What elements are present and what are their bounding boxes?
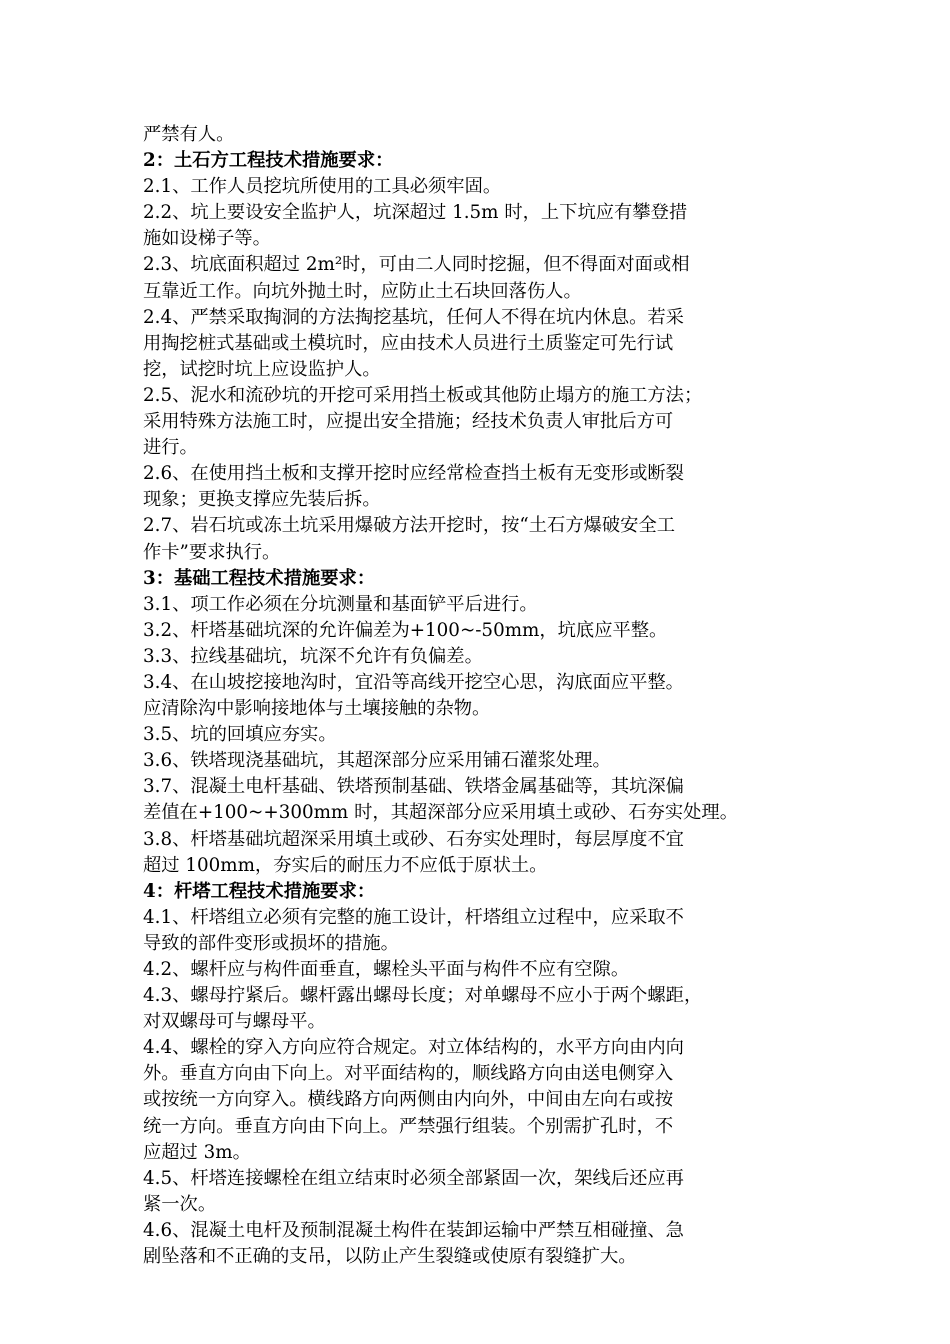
text-line: 外。垂直方向由下向上。对平面结构的，顺线路方向由送电侧穿入 <box>143 1063 674 1085</box>
text-line: 紧一次。 <box>143 1193 217 1215</box>
text-line: 进行。 <box>143 437 198 459</box>
text-line: 2.6、在使用挡土板和支撑开挖时应经常检查挡土板有无变形或断裂 <box>143 463 684 485</box>
section-heading: 3：基础工程技术措施要求： <box>143 567 376 589</box>
document-body <box>143 122 823 1270</box>
text-line: 对双螺母可与螺母平。 <box>143 1011 326 1033</box>
section-heading: 4：杆塔工程技术措施要求： <box>143 880 376 902</box>
text-line: 应清除沟中影响接地体与土壤接触的杂物。 <box>143 698 491 720</box>
text-line: 或按统一方向穿入。横线路方向两侧由内向外，中间由左向右或按 <box>143 1089 674 1111</box>
text-line: 超过 100mm，夯实后的耐压力不应低于原状土。 <box>143 854 548 876</box>
text-line: 差值在+100~+300mm 时，其超深部分应采用填土或砂、石夯实处理。 <box>143 802 738 824</box>
text-line: 3.5、坑的回填应夯实。 <box>143 724 337 746</box>
text-line: 严禁有人。 <box>143 124 235 145</box>
text-line: 导致的部件变形或损坏的措施。 <box>143 932 399 954</box>
text-line: 4.5、杆塔连接螺栓在组立结束时必须全部紧固一次，架线后还应再 <box>143 1167 684 1189</box>
text-line: 3.8、杆塔基础坑超深采用填土或砂、石夯实处理时，每层厚度不宜 <box>143 828 684 850</box>
text-line: 4.1、杆塔组立必须有完整的施工设计，杆塔组立过程中，应采取不 <box>143 906 684 928</box>
text-line: 2.7、岩石坑或冻土坑采用爆破方法开挖时，按“土石方爆破安全工 <box>143 515 676 537</box>
text-line: 施如设梯子等。 <box>143 228 271 250</box>
text-line: 作卡”要求执行。 <box>143 541 281 563</box>
text-line: 采用特殊方法施工时，应提出安全措施；经技术负责人审批后方可 <box>143 411 674 433</box>
text-line: 互靠近工作。向坑外抛土时，应防止土石块回落伤人。 <box>143 280 582 302</box>
text-line: 2.4、严禁采取掏洞的方法掏挖基坑，任何人不得在坑内休息。若采 <box>143 306 684 328</box>
text-line: 用掏挖桩式基础或土模坑时，应由技术人员进行土质鉴定可先行试 <box>143 332 674 354</box>
text-line: 3.3、拉线基础坑，坑深不允许有负偏差。 <box>143 645 483 667</box>
text-line: 剧坠落和不正确的支吊，以防止产生裂缝或使原有裂缝扩大。 <box>143 1246 637 1268</box>
text-line: 2.2、坑上要设安全监护人，坑深超过 1.5m 时，上下坑应有攀登措 <box>143 202 688 224</box>
text-line: 4.6、混凝土电杆及预制混凝土构件在装卸运输中严禁互相碰撞、急 <box>143 1219 684 1241</box>
text-line: 3.6、铁塔现浇基础坑，其超深部分应采用铺石灌浆处理。 <box>143 750 611 772</box>
text-line: 现象；更换支撑应先装后拆。 <box>143 489 381 511</box>
text-line: 2.1、工作人员挖坑所使用的工具必须牢固。 <box>143 176 502 198</box>
text-line: 3.7、混凝土电杆基础、铁塔预制基础、铁塔金属基础等，其坑深偏 <box>143 776 684 798</box>
text-line: 4.3、螺母拧紧后。螺杆露出螺母长度；对单螺母不应小于两个螺距， <box>143 985 703 1007</box>
text-line: 2.5、泥水和流砂坑的开挖可采用挡土板或其他防止塌方的施工方法； <box>143 384 703 406</box>
text-line: 3.1、项工作必须在分坑测量和基面铲平后进行。 <box>143 593 538 615</box>
text-line: 4.2、螺杆应与构件面垂直，螺栓头平面与构件不应有空隙。 <box>143 959 630 980</box>
text-line: 3.4、在山坡挖接地沟时，宜沿等高线开挖空心思，沟底面应平整。 <box>143 671 684 693</box>
text-line: 应超过 3m。 <box>143 1141 251 1163</box>
text-line: 挖，试挖时坑上应设监护人。 <box>143 358 381 380</box>
text-line: 2.3、坑底面积超过 2m²时，可由二人同时挖掘，但不得面对面或相 <box>143 254 690 276</box>
text-line: 3.2、杆塔基础坑深的允许偏差为+100~-50mm，坑底应平整。 <box>143 619 668 641</box>
section-heading: 2：土石方工程技术措施要求： <box>143 150 394 172</box>
text-line: 统一方向。垂直方向由下向上。严禁强行组装。个别需扩孔时，不 <box>143 1115 674 1137</box>
text-line: 4.4、螺栓的穿入方向应符合规定。对立体结构的，水平方向由内向 <box>143 1037 684 1059</box>
